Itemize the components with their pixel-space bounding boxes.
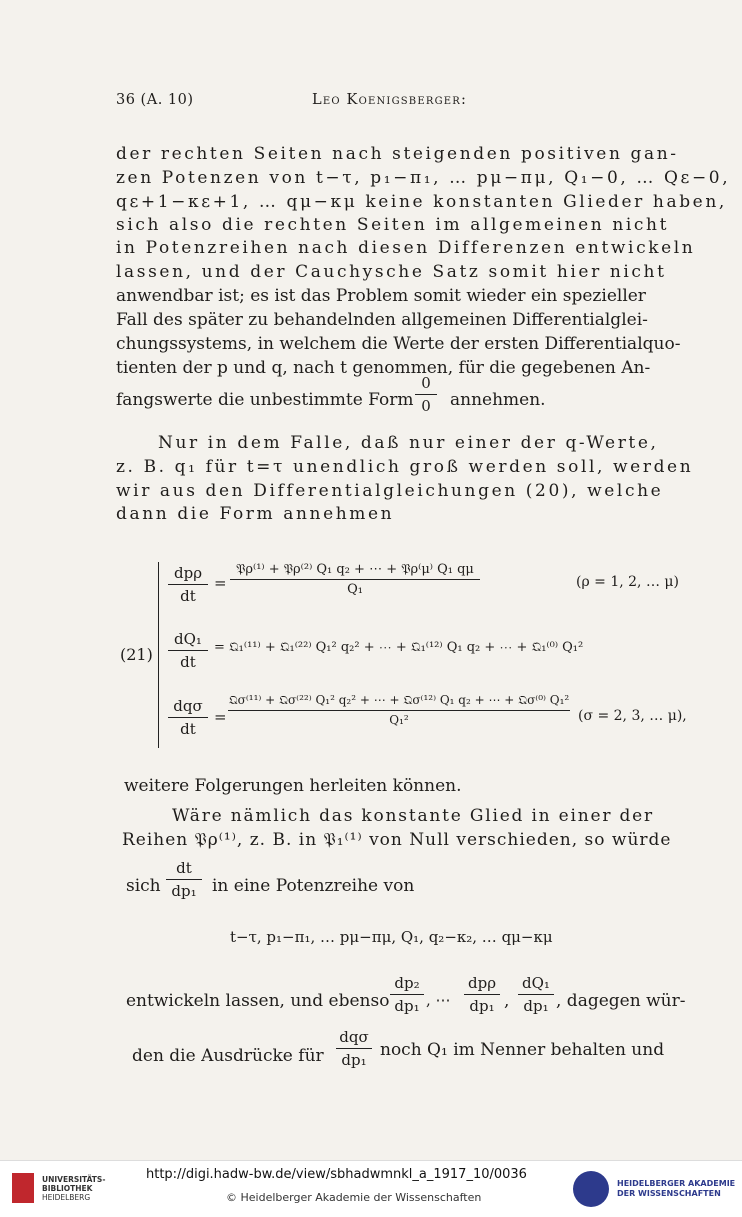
equals-sign: = bbox=[214, 574, 227, 592]
text-line: sich bbox=[126, 876, 161, 896]
text-line: in Potenzreihen nach diesen Differenzen entwickeln bbox=[116, 238, 696, 258]
text-line: entwickeln lassen, und ebenso bbox=[126, 991, 390, 1011]
text-line: , dagegen wür- bbox=[556, 991, 686, 1011]
ellipsis: , ⋯ bbox=[426, 991, 451, 1009]
text-line: annehmen. bbox=[450, 390, 546, 410]
text-line: der rechten Seiten nach steigenden positiven gan- bbox=[116, 144, 679, 164]
fraction-zero-zero: 0 0 bbox=[415, 374, 437, 415]
text-line: chungssystems, in welchem die Werte der ersten Differentialquo- bbox=[116, 334, 681, 354]
text-line: Reihen 𝔓ρ⁽¹⁾, z. B. in 𝔓₁⁽¹⁾ von Null verschieden, so würde bbox=[122, 830, 672, 850]
academy-logo[interactable]: HEIDELBERGER AKADEMIE DER WISSENSCHAFTEN bbox=[573, 1171, 735, 1207]
eq3-lhs: dqσ dt bbox=[168, 697, 208, 738]
eq1-condition: (ρ = 1, 2, … μ) bbox=[576, 574, 679, 590]
equation-brace bbox=[158, 562, 163, 748]
fraction-dp2-dp1: dp₂ dp₁ bbox=[390, 974, 424, 1015]
fraction-dqsigma-dp1: dqσ dp₁ bbox=[336, 1028, 372, 1069]
fraction-dQ1-dp1: dQ₁ dp₁ bbox=[518, 974, 554, 1015]
text-line: wir aus den Differentialgleichungen (20), welche bbox=[116, 481, 664, 501]
text-line: qε+1−κε+1, … qμ−κμ keine konstanten Glieder haben, bbox=[116, 192, 727, 212]
equals-sign: = bbox=[214, 708, 227, 726]
running-title: Leo Koenigsberger: bbox=[312, 92, 468, 108]
text-line: Nur in dem Falle, daß nur einer der q-Werte, bbox=[158, 433, 659, 453]
text-line: tienten der p und q, nach t genommen, für die gegebenen An- bbox=[116, 358, 651, 378]
eq2-lhs: dQ₁ dt bbox=[168, 630, 208, 671]
text-line: Fall des später zu behandelnden allgemeinen Differentialglei- bbox=[116, 310, 648, 330]
text-line: lassen, und der Cauchysche Satz somit hier nicht bbox=[116, 262, 667, 282]
fraction-dt-dp1: dt dp₁ bbox=[166, 859, 202, 900]
copyright-notice: © Heidelberger Akademie der Wissenschaften bbox=[226, 1191, 482, 1204]
eq2-rhs: = 𝔔₁⁽¹¹⁾ + 𝔔₁⁽²²⁾ Q₁² q₂² + ⋯ + 𝔔₁⁽¹²⁾ Q₁ q₂ + ⋯ + 𝔔₁⁽⁰⁾ Q₁² bbox=[214, 640, 584, 655]
text-line: in eine Potenzreihe von bbox=[212, 876, 415, 896]
academy-seal-icon bbox=[573, 1171, 609, 1207]
university-library-logo[interactable]: UNIVERSITÄTS- BIBLIOTHEK HEIDELBERG bbox=[12, 1173, 105, 1203]
text-line: den die Ausdrücke für bbox=[132, 1046, 324, 1066]
fraction-dprho-dp1: dpρ dp₁ bbox=[464, 974, 500, 1015]
text-line: dann die Form annehmen bbox=[116, 504, 395, 524]
permalink-url[interactable]: http://digi.hadw-bw.de/view/sbhadwmnkl_a_1917_10/0036 bbox=[146, 1167, 527, 1182]
text-line: fangswerte die unbestimmte Form bbox=[116, 390, 414, 410]
comma: , bbox=[504, 991, 510, 1011]
library-logo-icon bbox=[12, 1173, 34, 1203]
text-line: Wäre nämlich das konstante Glied in einer der bbox=[172, 806, 654, 826]
text-line: zen Potenzen von t−τ, p₁−π₁, … pμ−πμ, Q₁−0, … Qε−0, bbox=[116, 168, 731, 188]
text-line: anwendbar ist; es ist das Problem somit wieder ein spezieller bbox=[116, 286, 646, 306]
series-line: t−τ, p₁−π₁, … pμ−πμ, Q₁, q₂−κ₂, … qμ−κμ bbox=[230, 928, 553, 946]
text-line: sich also die rechten Seiten im allgemeinen nicht bbox=[116, 215, 670, 235]
viewer-footer bbox=[0, 1160, 742, 1217]
page-reference: 36 (A. 10) bbox=[116, 92, 194, 108]
text-line: weitere Folgerungen herleiten können. bbox=[124, 776, 462, 796]
text-line: z. B. q₁ für t=τ unendlich groß werden soll, werden bbox=[116, 457, 694, 477]
eq3-condition: (σ = 2, 3, … μ), bbox=[578, 708, 687, 724]
eq1-rhs: 𝔓ρ⁽¹⁾ + 𝔓ρ⁽²⁾ Q₁ q₂ + ⋯ + 𝔓ρ⁽μ⁾ Q₁ qμ Q₁ bbox=[230, 562, 480, 597]
equation-number: (21) bbox=[120, 645, 153, 664]
eq1-lhs: dpρ dt bbox=[168, 564, 208, 605]
text-line: noch Q₁ im Nenner behalten und bbox=[380, 1040, 665, 1060]
eq3-rhs: 𝔔σ⁽¹¹⁾ + 𝔔σ⁽²²⁾ Q₁² q₂² + ⋯ + 𝔔σ⁽¹²⁾ Q₁ q₂ + ⋯ + 𝔔σ⁽⁰⁾ Q₁² Q₁² bbox=[228, 693, 570, 727]
